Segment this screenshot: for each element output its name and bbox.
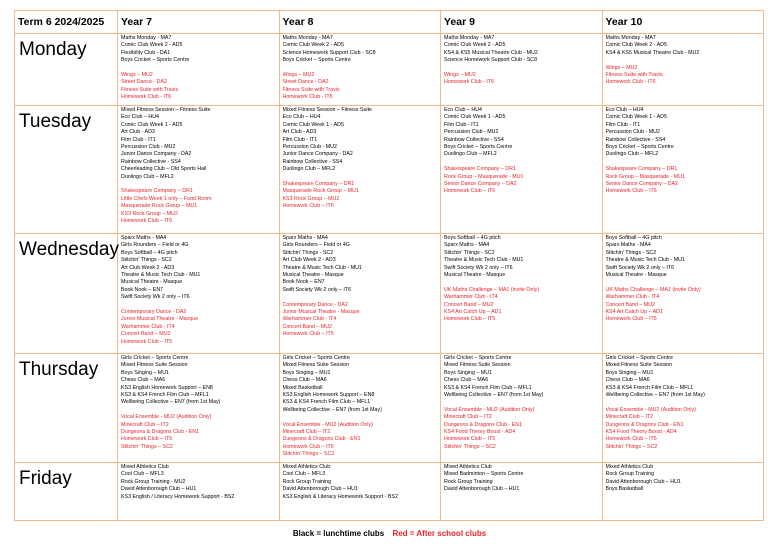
lunchtime-club: Rainbow Collective - SS4 <box>605 136 666 143</box>
after-school-club: Dungeons & Dragons Club - EN1 <box>605 421 684 428</box>
after-school-club: Concert Band – MU2 <box>282 323 332 330</box>
day-row-monday <box>15 34 764 106</box>
lunchtime-club: Sparx Maths - MA4 <box>121 235 167 241</box>
lunchtime-club: Flexibility Club - DA1 <box>121 49 171 56</box>
lunchtime-club: Junior Dance Company - DA2 <box>282 151 353 158</box>
lunchtime-club: Percussion Club - MU2 <box>605 129 660 136</box>
lunchtime-club: KS3 & KS4 French Film Club – MFL1 <box>121 392 209 399</box>
after-school-club: Little Chefs Week 1 only – Food Room <box>121 195 212 202</box>
after-school-club: Dungeons & Dragons Club - EN1 <box>444 421 523 428</box>
club-cell-year-10 <box>602 34 764 106</box>
lunchtime-club: KS3 English Homework Support – EN8 <box>282 392 375 399</box>
lunchtime-club: Percussion Club - MU2 <box>444 129 499 136</box>
timetable-body <box>15 34 764 521</box>
lunchtime-club: Mixed Fitness Session – Fitness Suite <box>121 107 211 113</box>
lunchtime-club: Maths Monday - MA7 <box>444 35 495 41</box>
lunchtime-club: Rock Group Training <box>605 471 655 478</box>
after-school-club: Rock Group – Masquerade - MU1 <box>444 173 524 180</box>
after-school-club: Homework Club – IT5 <box>121 338 173 345</box>
lunchtime-club: Boys Singing – MU1 <box>605 369 654 376</box>
after-school-club: Concert Band – MU2 <box>121 331 171 338</box>
lunchtime-club: KS3 English Homework Support – EN8 <box>121 384 213 391</box>
after-school-club: KS4 Food Theory Boost - AD4 <box>605 429 677 436</box>
lunchtime-club: Stitchin' Things - SC2 <box>282 249 334 256</box>
lunchtime-club: Junior Dance Company - DA2 <box>121 151 192 158</box>
lunchtime-club: Rainbow Collective - SS4 <box>121 158 181 165</box>
spacer <box>606 57 761 64</box>
after-school-club: Senior Dance Company – DA2 <box>444 181 517 188</box>
after-school-club: Dungeons & Dragons Club - EN1 <box>121 429 200 436</box>
after-school-club: Concert Band – MU2 <box>444 301 494 308</box>
day-label: Monday <box>15 34 118 106</box>
lunchtime-club: Book Nook – EN7 <box>121 286 164 293</box>
lunchtime-club: Chess Club – MA6 <box>282 377 327 384</box>
lunchtime-club: Girls Cricket – Sports Centre <box>605 355 673 361</box>
lunchtime-club: Duolingo Club – MFL2 <box>282 166 336 173</box>
after-school-club: Homework Club – IT5 <box>121 436 173 443</box>
after-school-club: Shakespeare Company – DR1 <box>444 166 516 173</box>
lunchtime-club: Mixed Fitness Suite Session <box>121 362 188 369</box>
lunchtime-club: Swift Society Wk 2 only – IT6 <box>121 294 190 301</box>
after-school-club: UK Maths Challenge – MA1 (invite Only) <box>444 286 540 293</box>
lunchtime-club: Mixed Fitness Suite Session <box>444 362 511 369</box>
lunchtime-club: David Attenborough Club – HU1 <box>282 486 358 493</box>
after-school-club: Vocal Ensemble - MU2 (Audition Only) <box>444 406 535 413</box>
after-school-club: Homework Club – IT6 <box>444 188 496 195</box>
spacer <box>283 65 438 72</box>
lunchtime-club: Eco Club – HU4 <box>605 107 644 113</box>
lunchtime-club: Musical Theatre - Masque <box>282 272 344 279</box>
club-cell-year-8 <box>279 463 441 521</box>
after-school-club: Concert Band – MU2 <box>605 301 655 308</box>
club-cell-year-10 <box>602 354 764 463</box>
lunchtime-club: Sparx Maths - MA4 <box>605 242 651 249</box>
lunchtime-club: Film Club - IT1 <box>121 136 156 143</box>
after-school-club: Wings – MU2 <box>605 64 638 71</box>
lunchtime-club: Boys Singing – MU1 <box>444 369 492 376</box>
day-label: Tuesday <box>15 106 118 234</box>
lunchtime-club: Comic Club Week 1 - AD5 <box>121 121 183 128</box>
after-school-club: Junior Musical Theatre - Masque <box>282 309 360 316</box>
after-school-club: Homework Club – IT5 <box>605 436 657 443</box>
after-school-club: Homework Club – IT5 <box>444 436 496 443</box>
lunchtime-club: Boys Softball – 4G pitch <box>605 235 663 241</box>
after-school-club: Contemporary Dance - DA2 <box>282 301 348 308</box>
lunchtime-club: Boys Singing – MU1 <box>282 369 331 376</box>
lunchtime-club: Book Nook – EN7 <box>282 279 325 286</box>
lunchtime-club: Duolingo Club – MFL2 <box>605 151 659 158</box>
after-school-club: UK Maths Challenge – MA1 (invite Only) <box>605 286 701 293</box>
lunchtime-club: David Attenborough Club – HU1 <box>444 486 520 493</box>
after-school-club: Homework Club – IT5 <box>282 443 334 450</box>
spacer <box>444 399 599 406</box>
lunchtime-club: Boys Cricket – Sports Centre <box>121 57 190 64</box>
spacer <box>606 279 761 286</box>
after-school-club: Fitness Suite with Travis <box>121 86 179 93</box>
lunchtime-club: Musical Theatre - Masque <box>605 272 667 279</box>
lunchtime-club: Comic Club Week 1 - AD5 <box>282 121 344 128</box>
lunchtime-club: Science Homework Support Club - SC8 <box>282 49 376 56</box>
lunchtime-club: Film Club - IT1 <box>605 121 641 128</box>
lunchtime-club: Maths Monday - MA7 <box>282 35 333 41</box>
lunchtime-club: Wellbeing Collective – EN7 (from 1st May) <box>444 392 544 399</box>
lunchtime-club: Girls Cricket – Sports Centre <box>121 355 189 361</box>
term-label: Term 6 2024/2025 <box>15 11 118 34</box>
day-row-thursday <box>15 354 764 463</box>
after-school-club: KS4 Food Theory Boost - AD4 <box>444 429 516 436</box>
lunchtime-club: Sparx Maths - MA4 <box>444 242 490 249</box>
lunchtime-club: David Attenborough Club – HU1 <box>605 478 681 485</box>
lunchtime-club: Rainbow Collective - SS4 <box>282 158 343 165</box>
lunchtime-club: Boys Cricket – Sports Centre <box>282 57 351 64</box>
club-cell-year-9 <box>441 463 603 521</box>
lunchtime-club: Cool Club – MFL3 <box>282 471 326 478</box>
lunchtime-club: Mixed Fitness Suite Session <box>282 362 350 369</box>
after-school-club: Masquerade Rock Group – MU1 <box>121 203 198 210</box>
after-school-club: Senior Dance Company – DA2 <box>605 181 678 188</box>
after-school-club: Homework Club - IT6 <box>282 94 333 101</box>
club-cell-year-9 <box>441 234 603 354</box>
lunchtime-club: Mixed Badminton – Sports Centre <box>444 471 524 478</box>
lunchtime-club: Rock Group Training <box>444 478 493 485</box>
after-school-club: Rock Group – Masquerade - MU1 <box>605 173 685 180</box>
lunchtime-club: KS3 English / Literacy Homework Support - BS2 <box>121 493 235 500</box>
lunchtime-club: Musical Theatre - Masque <box>121 279 183 286</box>
lunchtime-club: Girls Rounders – Field or 4G <box>282 242 350 249</box>
lunchtime-club: Girls Rounders – Field or 4G <box>121 242 189 249</box>
lunchtime-club: Film Club - IT1 <box>282 136 318 143</box>
club-cell-year-10 <box>602 106 764 234</box>
day-row-tuesday <box>15 106 764 234</box>
after-school-club: Vocal Ensemble - MU2 (Audition Only) <box>605 406 696 413</box>
after-school-club: Stitchin' Things – SC2 <box>282 451 335 458</box>
lunchtime-club: Boys Softball – 4G pitch <box>121 249 178 256</box>
lunchtime-club: Boys Basketball <box>605 486 644 493</box>
lunchtime-club: Boys Cricket – Sports Centre <box>444 144 513 151</box>
lunchtime-club: Theatre & Music Tech Club - MU1 <box>444 257 524 264</box>
day-label: Thursday <box>15 354 118 463</box>
club-cell-year-8 <box>279 234 441 354</box>
lunchtime-club: Rock Group Training <box>282 478 332 485</box>
lunchtime-club: Film Club - IT1 <box>444 121 479 128</box>
lunchtime-club: Mixed Fitness Session – Fitness Suite <box>282 107 372 113</box>
after-school-club: Masquerade Rock Group – MU1 <box>282 188 359 195</box>
after-school-club: Homework Club – IT5 <box>282 331 334 338</box>
lunchtime-club: Mixed Athletics Club <box>121 464 169 470</box>
lunchtime-club: Art Club - AD3 <box>282 129 317 136</box>
spacer <box>606 399 761 406</box>
lunchtime-club: Cheerleading Club – Old Sports Hall <box>121 166 207 173</box>
spacer <box>444 65 599 72</box>
club-cell-year-9 <box>441 354 603 463</box>
lunchtime-club: Comic Club Week 2 - AD5 <box>282 42 344 49</box>
after-school-club: Wings – MU2 <box>121 72 153 79</box>
lunchtime-club: Wellbeing Collective – EN7 (from 1st May) <box>282 406 382 413</box>
lunchtime-club: Stitchin' Things - SC2 <box>444 249 495 256</box>
after-school-club: Homework Club – IT6 <box>605 188 657 195</box>
after-school-club: Junior Musical Theatre - Masque <box>121 316 199 323</box>
after-school-club: Homework Club – IT6 <box>121 218 173 225</box>
lunchtime-club: Percussion Club - MU2 <box>282 144 337 151</box>
after-school-club: Homework Club – IT6 <box>282 203 334 210</box>
club-cell-year-9 <box>441 34 603 106</box>
after-school-club: Homework Club - IT6 <box>121 94 172 101</box>
after-school-club: KS4 Art Catch Up – AD1 <box>444 309 502 316</box>
club-cell-year-7 <box>118 463 280 521</box>
after-school-club: Homework Club – IT5 <box>605 316 657 323</box>
lunchtime-club: Theatre & Music Tech Club - MU1 <box>121 272 201 279</box>
after-school-club: Minecraft Club – IT2 <box>605 414 654 421</box>
after-school-club: Fitness Suite with Travis <box>282 86 340 93</box>
after-school-club: Minecraft Club – IT2 <box>444 414 492 421</box>
after-school-club: KS3 Rock Group – MU2 <box>121 210 178 217</box>
spacer <box>444 279 599 286</box>
lunchtime-club: Theatre & Music Tech Club - MU1 <box>605 257 685 264</box>
after-school-club: Vocal Ensemble - MU2 (Audition Only) <box>121 414 212 421</box>
day-row-wednesday <box>15 234 764 354</box>
club-cell-year-7 <box>118 34 280 106</box>
lunchtime-club: Swift Society Wk 2 only – IT6 <box>282 286 352 293</box>
lunchtime-club: Rock Group Training - MU2 <box>121 478 186 485</box>
club-cell-year-8 <box>279 34 441 106</box>
lunchtime-club: Musical Theatre - Masque <box>444 272 506 279</box>
lunchtime-club: Eco Club – HU4 <box>282 114 321 121</box>
after-school-club: Vocal Ensemble - MU2 (Audition Only) <box>282 421 373 428</box>
club-cell-year-8 <box>279 354 441 463</box>
year-8-header: Year 8 <box>279 11 441 34</box>
after-school-club: Fitness Suite with Travis <box>605 72 663 79</box>
after-school-club: Warhammer Club - IT4 <box>121 323 175 330</box>
lunchtime-club: Mixed Athletics Club <box>282 464 331 470</box>
club-cell-year-7 <box>118 234 280 354</box>
lunchtime-club: Chess Club – MA6 <box>605 377 650 384</box>
lunchtime-club: Duolingo Club – MFL2 <box>444 151 497 158</box>
lunchtime-club: Duolingo Club – MFL2 <box>121 173 174 180</box>
after-school-club: Stitchin' Things – SC2 <box>605 443 658 450</box>
club-cell-year-7 <box>118 354 280 463</box>
lunchtime-club: Stitchin' Things - SC2 <box>121 257 172 264</box>
after-school-club: Warhammer Club - IT4 <box>282 316 337 323</box>
lunchtime-club: Comic Club Week 2 - AD5 <box>121 42 183 49</box>
after-school-club: Homework Club – IT5 <box>444 316 496 323</box>
lunchtime-club: Eco Club – HU4 <box>444 107 482 113</box>
spacer <box>283 294 438 301</box>
lunchtime-club: Mixed Athletics Club <box>444 464 492 470</box>
year-10-header: Year 10 <box>602 11 764 34</box>
lunchtime-club: Mixed Basketball <box>282 384 323 391</box>
after-school-club: Street Dance - DA2 <box>121 79 167 86</box>
after-school-club: Minecraft Club – IT2 <box>282 429 331 436</box>
after-school-club: Contemporary Dance - DA2 <box>121 309 187 316</box>
after-school-club: Stitchin' Things – SC2 <box>121 443 173 450</box>
lunchtime-club: KS3 & KS4 French Film Club – MFL1 <box>605 384 694 391</box>
lunchtime-club: Stitchin' Things - SC2 <box>605 249 657 256</box>
lunchtime-club: Mixed Athletics Club <box>605 464 654 470</box>
timetable-wrapper <box>14 10 763 521</box>
lunchtime-club: Mixed Fitness Suite Session <box>605 362 673 369</box>
spacer <box>444 159 599 166</box>
after-school-club: Shakespeare Company – DR1 <box>282 181 355 188</box>
lunchtime-club: Chess Club – MA6 <box>444 377 489 384</box>
lunchtime-club: KS4 & KS5 Musical Theatre Club - MU2 <box>605 49 700 56</box>
after-school-club: Shakespeare Company – DR1 <box>121 188 193 195</box>
spacer <box>283 414 438 421</box>
lunchtime-club: KS3 & KS4 French Film Club – MFL1 <box>282 399 371 406</box>
lunchtime-club: Girls Cricket – Sports Centre <box>444 355 512 361</box>
year-7-header: Year 7 <box>118 11 280 34</box>
spacer <box>121 302 276 309</box>
after-school-club: Warhammer Club - IT4 <box>444 294 498 301</box>
lunchtime-club: Art Club Week 2 - AD3 <box>282 257 336 264</box>
spacer <box>283 174 438 181</box>
spacer <box>121 65 276 72</box>
after-school-club: Homework Club - IT6 <box>605 79 656 86</box>
legend-lunchtime: Black = lunchtime clubs <box>292 529 385 538</box>
after-school-club: Homework Club - IT6 <box>444 79 495 86</box>
club-cell-year-10 <box>602 234 764 354</box>
lunchtime-club: KS3 English & Literacy Homework Support - BS2 <box>282 493 398 500</box>
lunchtime-club: Science Homework Support Club - SC8 <box>444 57 538 64</box>
lunchtime-club: Comic Club Week 1 - AD5 <box>605 114 667 121</box>
spacer <box>121 407 276 414</box>
lunchtime-club: Boys Singing – MU1 <box>121 369 169 376</box>
club-cell-year-7 <box>118 106 280 234</box>
lunchtime-club: Eco Club – HU4 <box>121 114 159 121</box>
lunchtime-club: Wellbeing Collective – EN7 (from 1st May) <box>605 392 705 399</box>
lunchtime-club: Art Club Week 2 - AD3 <box>121 264 175 271</box>
header-row <box>15 11 764 34</box>
after-school-club: Stitchin' Things – SC2 <box>444 443 496 450</box>
club-cell-year-9 <box>441 106 603 234</box>
lunchtime-club: Percussion Club - MU2 <box>121 144 176 151</box>
club-cell-year-10 <box>602 463 764 521</box>
lunchtime-club: Boys Cricket – Sports Centre <box>605 144 674 151</box>
club-cell-year-8 <box>279 106 441 234</box>
lunchtime-club: Theatre & Music Tech Club - MU1 <box>282 264 362 271</box>
lunchtime-club: KS3 & KS4 French Film Club – MFL1 <box>444 384 532 391</box>
spacer <box>606 159 761 166</box>
lunchtime-club: Art Club - AD3 <box>121 129 155 136</box>
lunchtime-club: Maths Monday - MA7 <box>605 35 656 41</box>
lunchtime-club: Rainbow Collective - SS4 <box>444 136 504 143</box>
after-school-club: Dungeons & Dragons Club - EN1 <box>282 436 361 443</box>
lunchtime-club: Maths Monday - MA7 <box>121 35 172 41</box>
lunchtime-club: Comic Club Week 2 - AD5 <box>444 42 506 49</box>
lunchtime-club: David Attenborough Club – HU1 <box>121 486 197 493</box>
lunchtime-club: Sparx Maths - MA4 <box>282 235 328 241</box>
after-school-club: KS4 Art Catch Up – AD1 <box>605 309 663 316</box>
lunchtime-club: KS4 & KS5 Musical Theatre Club - MU2 <box>444 49 538 56</box>
day-label: Wednesday <box>15 234 118 354</box>
spacer <box>121 181 276 188</box>
after-school-club: Wings – MU2 <box>444 72 476 79</box>
day-row-friday <box>15 463 764 521</box>
legend-after-school: Red = After school clubs <box>392 529 487 538</box>
after-school-club: KS3 Rock Group – MU2 <box>282 195 340 202</box>
lunchtime-club: Swift Society Wk 2 only – IT6 <box>444 264 513 271</box>
after-school-club: Warhammer Club - IT4 <box>605 294 660 301</box>
year-9-header: Year 9 <box>441 11 603 34</box>
after-school-club: Shakespeare Company – DR1 <box>605 166 678 173</box>
lunchtime-club: Wellbeing Collective – EN7 (from 1st May) <box>121 399 221 406</box>
legend <box>0 529 779 538</box>
lunchtime-club: Comic Club Week 1 - AD5 <box>444 114 506 121</box>
lunchtime-club: Comic Club Week 2 - AD5 <box>605 42 667 49</box>
after-school-club: Minecraft Club – IT2 <box>121 421 169 428</box>
after-school-club: Street Dance - DA2 <box>282 79 329 86</box>
lunchtime-club: Girls Cricket – Sports Centre <box>282 355 350 361</box>
lunchtime-club: Chess Club – MA6 <box>121 377 166 384</box>
day-label: Friday <box>15 463 118 521</box>
lunchtime-club: Cool Club – MFL3 <box>121 471 164 478</box>
lunchtime-club: Boys Softball – 4G pitch <box>444 235 501 241</box>
after-school-club: Wings – MU2 <box>282 72 315 79</box>
lunchtime-club: Swift Society Wk 2 only – IT6 <box>605 264 675 271</box>
clubs-timetable <box>14 10 764 521</box>
